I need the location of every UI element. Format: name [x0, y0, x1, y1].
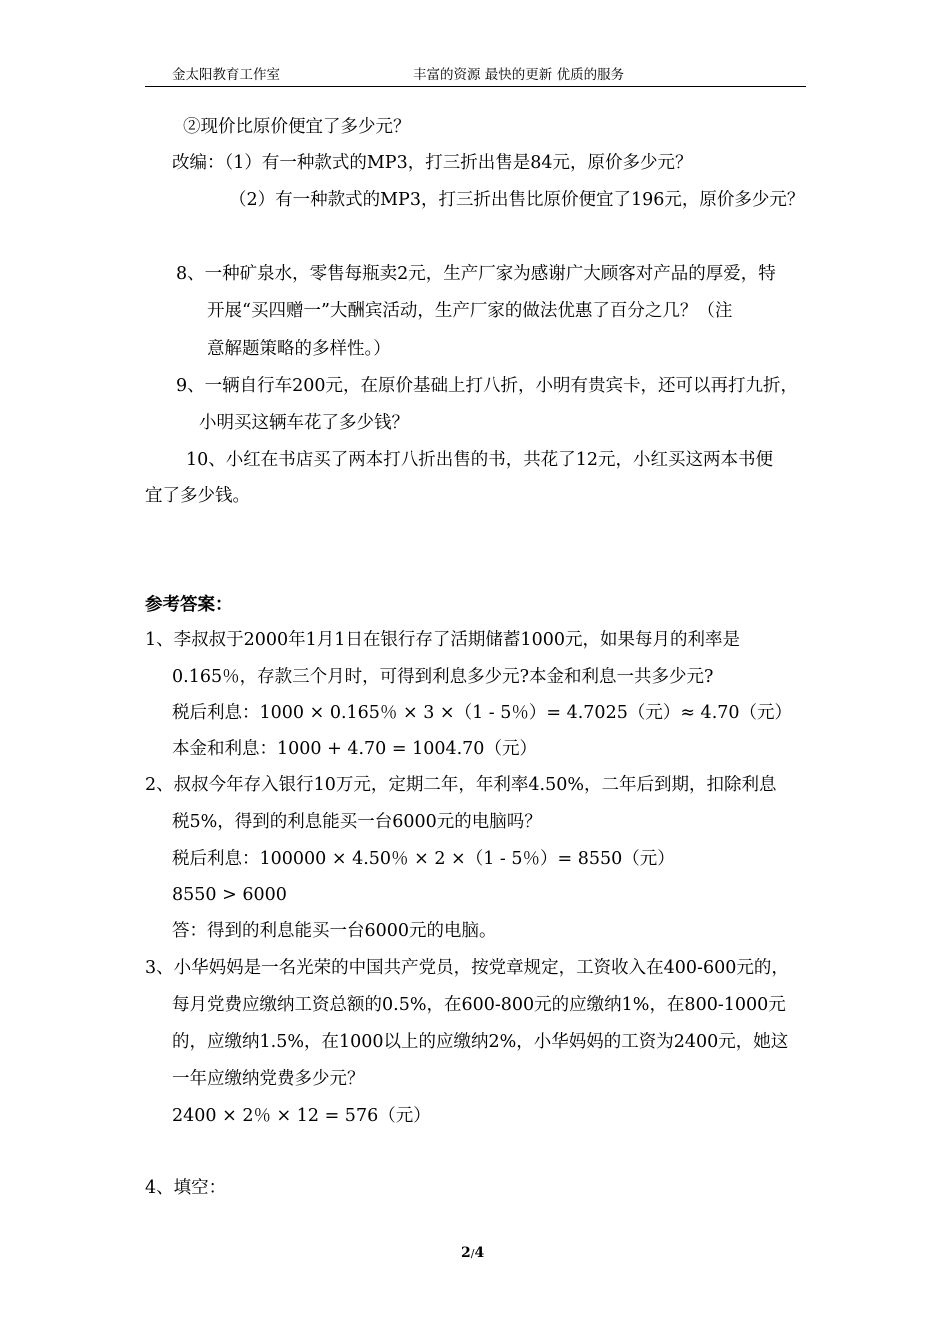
answer-1-line-4: 本金和利息：1000 + 4.70 = 1004.70（元）: [172, 739, 537, 759]
answer-4-line-1: 4、填空：: [145, 1178, 227, 1198]
question-8-line-2: 开展“买四赠一”大酬宾活动，生产厂家的做法优惠了百分之几？（注: [207, 301, 733, 321]
answer-3-line-2: 每月党费应缴纳工资总额的0.5%，在600-800元的应缴纳1%，在800-1000元: [172, 995, 786, 1015]
page-total: 4: [474, 1245, 485, 1261]
header-rule: [145, 86, 806, 87]
page-separator: /: [470, 1247, 475, 1260]
answer-2-line-2: 税5%，得到的利息能买一台6000元的电脑吗？: [172, 812, 542, 832]
header-right: 丰富的资源 最快的更新 优质的服务: [413, 67, 625, 83]
question-10-line-2: 宜了多少钱。: [145, 486, 250, 506]
header-left: 金太阳教育工作室: [172, 67, 280, 83]
question-8-line-3: 意解题策略的多样性。）: [207, 339, 391, 359]
answer-1-line-3: 税后利息：1000 × 0.165％ × 3 ×（1 - 5％）= 4.7025（元）≈ 4.70（元）: [172, 703, 793, 723]
answer-2-line-5: 答：得到的利息能买一台6000元的电脑。: [172, 921, 497, 941]
question-10-line-1: 10、小红在书店买了两本打八折出售的书，共花了12元，小红买这两本书便: [186, 450, 774, 470]
question-7-sub-2: ②现价比原价便宜了多少元？: [183, 117, 411, 137]
answer-3-line-3: 的，应缴纳1.5%，在1000以上的应缴纳2%，小华妈妈的工资为2400元，她这: [172, 1032, 789, 1052]
adaptation-2: （2）有一种款式的MP3，打三折出售比原价便宜了196元，原价多少元？: [229, 190, 805, 210]
question-9-line-1: 9、一辆自行车200元，在原价基础上打八折，小明有贵宾卡，还可以再打九折，: [176, 376, 799, 396]
page-current: 2: [461, 1245, 471, 1261]
answer-2-line-1: 2、叔叔今年存入银行10万元，定期二年，年利率4.50%，二年后到期，扣除利息: [145, 775, 777, 795]
answer-3-line-4: 一年应缴纳党费多少元？: [172, 1069, 365, 1089]
question-9-line-2: 小明买这辆车花了多少钱？: [199, 413, 409, 433]
answer-1-line-2: 0.165％，存款三个月时，可得到利息多少元?本金和利息一共多少元?: [172, 667, 714, 687]
answer-3-line-5: 2400 × 2％ × 12 = 576（元）: [172, 1106, 431, 1126]
adaptation-1: 改编：（1）有一种款式的MP3，打三折出售是84元，原价多少元？: [172, 153, 693, 173]
question-8-line-1: 8、一种矿泉水，零售每瓶卖2元，生产厂家为感谢广大顾客对产品的厚爱，特: [176, 264, 776, 284]
answers-title: 参考答案：: [145, 595, 233, 615]
answer-1-line-1: 1、李叔叔于2000年1月1日在银行存了活期储蓄1000元，如果每月的利率是: [145, 630, 740, 650]
answer-2-line-3: 税后利息：100000 × 4.50％ × 2 ×（1 - 5％）= 8550（元）: [172, 849, 675, 869]
answer-2-line-4: 8550 > 6000: [172, 885, 287, 905]
page-number: [461, 1246, 484, 1260]
answer-3-line-1: 3、小华妈妈是一名光荣的中国共产党员，按党章规定，工资收入在400-600元的，: [145, 958, 789, 978]
